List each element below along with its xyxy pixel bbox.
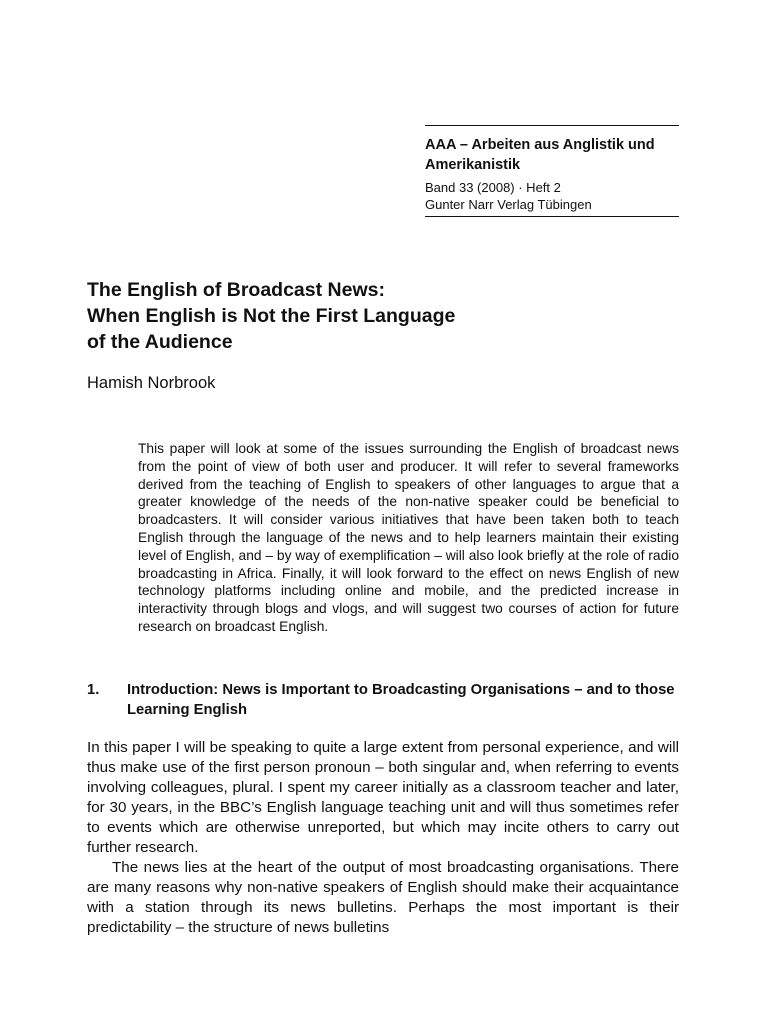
journal-publisher: Gunter Narr Verlag Tübingen (425, 197, 592, 212)
journal-header (425, 125, 679, 217)
abstract: This paper will look at some of the issues surrounding the English of broadcast news from the point of view of both user and producer. It will refer to several frameworks derived from the teaching of English to speakers of other languages to argue that a greater knowledge of the needs of the non-native speaker could be beneficial to broadcasters. It will consider various initiatives that have been taken both to teach English through the language of the news and to help learners maintain their existing level of English, and – by way of exemplification – will also look briefly at the role of radio broadcasting in Africa. Finally, it will look forward to the effect on news English of new technology platforms including online and mobile, and the predicted increase in interactivity through blogs and vlogs, and will suggest two courses of action for future research on broadcast English. (138, 441, 679, 634)
section-heading (87, 680, 679, 720)
body-text (87, 738, 679, 938)
author-name: Hamish Norbrook (87, 374, 216, 392)
paper-title-line-1: The English of Broadcast News: (87, 279, 385, 301)
body-paragraph-2: The news lies at the heart of the output of most broadcasting organisations. There are many reasons why non-native speakers of English should make their acquaintance with a station through its news bulletins. Perhaps the most important is their predictability – the structure of news bulletins (87, 859, 679, 936)
body-paragraph-1: In this paper I will be speaking to quite a large extent from personal experience, and will thus make use of the first person pronoun – both singular and, when referring to events involving colleagues, plural. I spent my career initially as a classroom teacher and later, for 30 years, in the BBC’s English language teaching unit and will thus sometimes refer to events which are otherwise unreported, but which may incite others to carry out further research. (87, 739, 679, 856)
paper-title (87, 277, 607, 355)
section-title: Introduction: News is Important to Broadcasting Organisations – and to those Learning English (127, 682, 675, 718)
paper-title-line-3: of the Audience (87, 331, 233, 353)
journal-volume: Band 33 (2008) · Heft 2 (425, 180, 561, 195)
paper-title-line-2: When English is Not the First Language (87, 305, 456, 327)
journal-title: AAA – Arbeiten aus Anglistik und Amerikanistik (425, 137, 655, 173)
section-number: 1. (87, 682, 100, 698)
